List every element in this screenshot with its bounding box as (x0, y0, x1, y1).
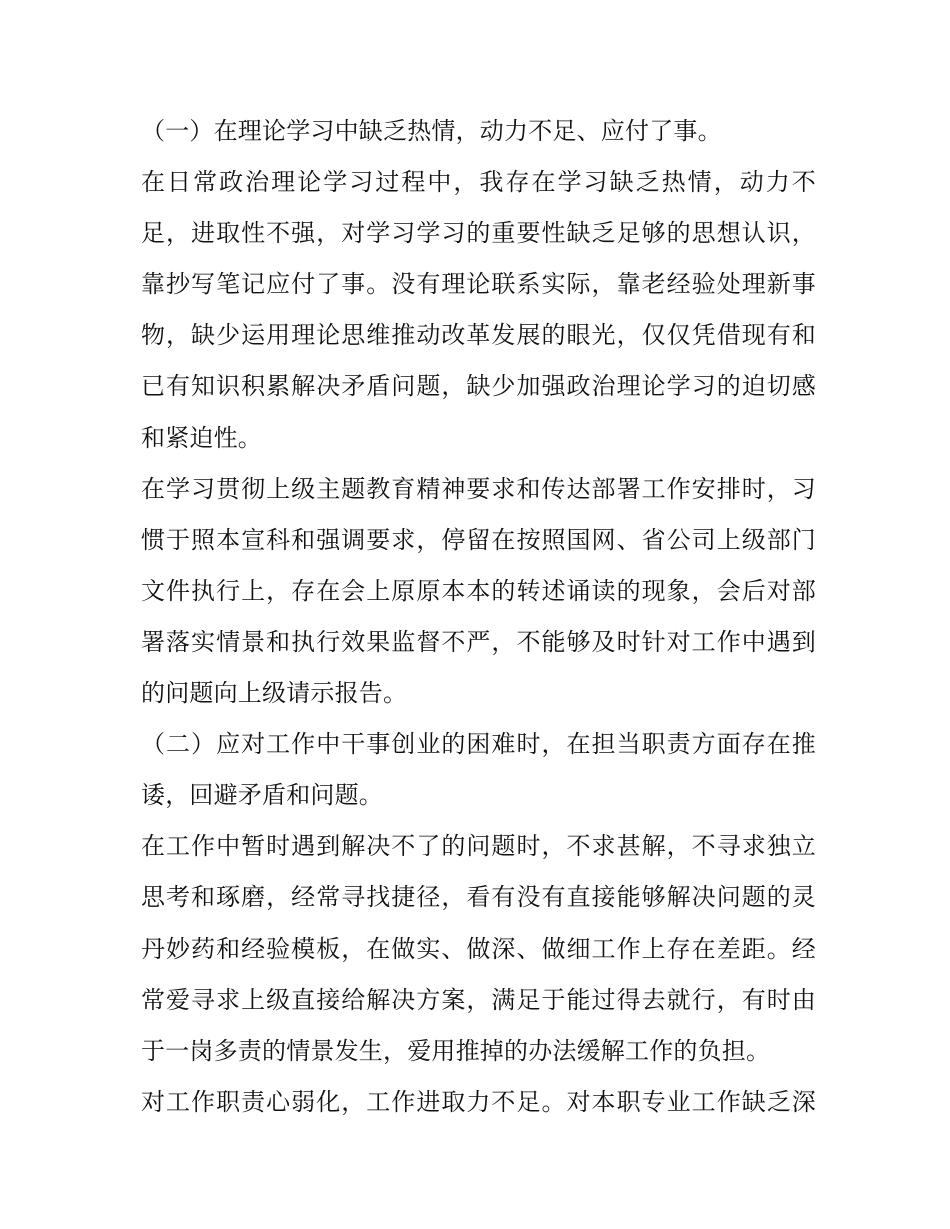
text-line: 丹妙药和经验模板，在做实、做深、做细工作上存在差距。经 (141, 934, 816, 963)
text-line: 已有知识积累解决矛盾问题，缺少加强政治理论学习的迫切感 (141, 372, 816, 401)
section-heading-1: （一）在理论学习中缺乏热情，动力不足、应付了事。 (141, 117, 722, 145)
text-line: 文件执行上，存在会上原原本本的转述诵读的现象，会后对部 (141, 576, 816, 605)
text-line: 署落实情景和执行效果监督不严，不能够及时针对工作中遇到 (141, 627, 816, 656)
document-body (141, 106, 816, 1128)
text-line: 靠抄写笔记应付了事。没有理论联系实际，靠老经验处理新事 (141, 270, 816, 299)
text-line: 思考和琢磨，经常寻找捷径，看有没有直接能够解决问题的灵 (141, 883, 816, 912)
text-line: 惯于照本宣科和强调要求，停留在按照国网、省公司上级部门 (141, 525, 816, 554)
text-line: 对工作职责心弱化，工作进取力不足。对本职专业工作缺乏深 (141, 1087, 816, 1116)
text-line: 和紧迫性。 (141, 423, 262, 452)
text-line: 在工作中暂时遇到解决不了的问题时，不求甚解，不寻求独立 (141, 832, 816, 861)
section-heading-2: （二）应对工作中干事创业的困难时，在担当职责方面存在推 (141, 730, 816, 759)
text-line: 在日常政治理论学习过程中，我存在学习缺乏热情，动力不 (141, 168, 816, 197)
text-line: 足，进取性不强，对学习学习的重要性缺乏足够的思想认识， (141, 219, 816, 248)
text-line: 物，缺少运用理论思维推动改革发展的眼光，仅仅凭借现有和 (141, 321, 816, 350)
text-line: 的问题向上级请示报告。 (141, 679, 408, 708)
text-line: 在学习贯彻上级主题教育精神要求和传达部署工作安排时，习 (141, 474, 816, 503)
text-line: 常爱寻求上级直接给解决方案，满足于能过得去就行，有时由 (141, 985, 816, 1014)
text-line: 于一岗多责的情景发生，爱用推掉的办法缓解工作的负担。 (141, 1036, 771, 1065)
section-heading-2-cont: 诿，回避矛盾和问题。 (141, 781, 383, 810)
